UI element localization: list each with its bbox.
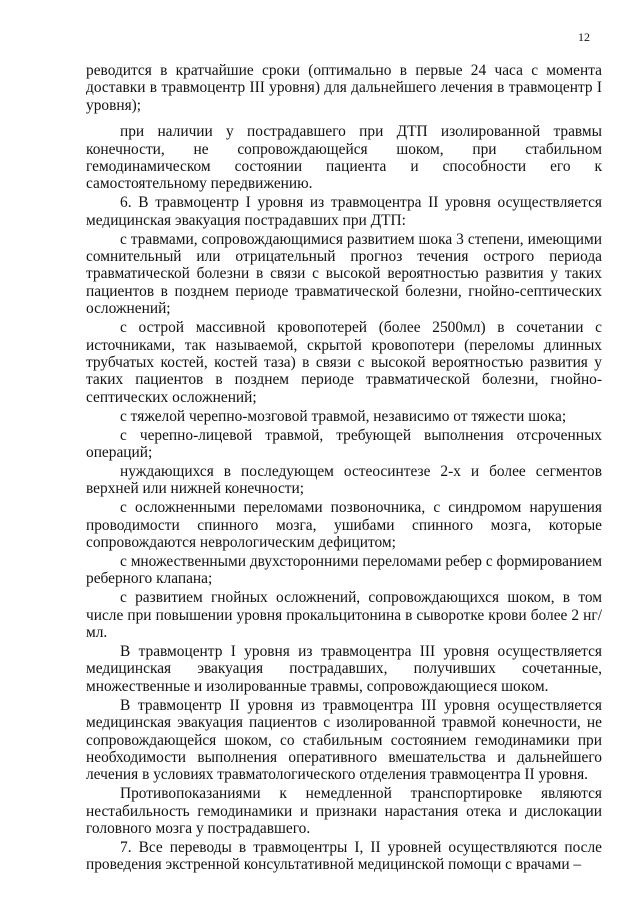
paragraph: В травмоцентр II уровня из травмоцентра III уровня осуществляется медицинская эвакуация пациентов с изолированной травмой конечности, не сопровождающейся шоком, со стабильным состоянием гемодинамики при необходимости выполнения оперативного вмешательства и дальнейшего лечения в условиях травматологического отделения травмоцентра II уровня.: [86, 696, 602, 784]
paragraph: с развитием гнойных осложнений, сопровождающихся шоком, в том числе при повышении уровня прокальцитонина в сыворотке крови более 2 нг/мл.: [86, 589, 602, 642]
paragraph: В травмоцентр I уровня из травмоцентра III уровня осуществляется медицинская эвакуация пострадавших, получивших сочетанные, множественные и изолированные травмы, сопровождающиеся шоком.: [86, 643, 602, 695]
paragraph: 6. В травмоцентр I уровня из травмоцентра II уровня осуществляется медицинская эвакуация пострадавших при ДТП:: [86, 194, 602, 229]
paragraph: 7. Все переводы в травмоцентры I, II уровней осуществляются после проведения экстренной консультативной медицинской помощи с врачами –: [86, 838, 602, 874]
paragraph: при наличии у пострадавшего при ДТП изолированной травмы конечности, не сопровождающейся шоком, при стабильном гемодинамическом состоянии пациента и способности его к самостоятельному передвижению.: [86, 123, 602, 193]
paragraph: с тяжелой черепно-мозговой травмой, независимо от тяжести шока;: [120, 407, 567, 425]
paragraph: с травмами, сопровождающимися развитием шока 3 степени, имеющими сомнительный или отрицательный прогноз течения острого периода травматической болезни в связи с высокой вероятностью развития у таких пациентов в позднем периоде травматической болезни, гнойно-септических осложнений;: [86, 230, 602, 318]
paragraph: с осложненными переломами позвоночника, с синдромом нарушения проводимости спинного мозга, ушибами спинного мозга, которые сопровождаются неврологическим дефицитом;: [86, 499, 602, 552]
page-number: 12: [578, 30, 590, 44]
paragraph: реводится в кратчайшие сроки (оптимально в первые 24 часа с момента доставки в травмоцентр III уровня) для дальнейшего лечения в травмоцентр I уровня);: [86, 62, 602, 114]
paragraph: с черепно-лицевой травмой, требующей выполнения отсроченных операций;: [86, 426, 602, 462]
paragraph: Противопоказаниями к немедленной транспортировке являются нестабильность гемодинамики и признаки нарастания отека и дислокации головного мозга у пострадавшего.: [86, 785, 602, 838]
paragraph: с множественными двухсторонними переломами ребер с формированием реберного клапана;: [86, 552, 602, 588]
paragraph: с острой массивной кровопотерей (более 2500мл) в сочетании с источниками, так называемой, скрытой кровопотери (переломы длинных трубчатых костей, костей таза) в связи с высокой вероятностью развития у таких пациентов в позднем периоде травматической болезни, гнойно-септических осложнений;: [86, 319, 602, 406]
body-text: [86, 62, 602, 874]
paragraph: нуждающихся в последующем остеосинтезе 2-х и более сегментов верхней или нижней конечности;: [86, 462, 602, 498]
